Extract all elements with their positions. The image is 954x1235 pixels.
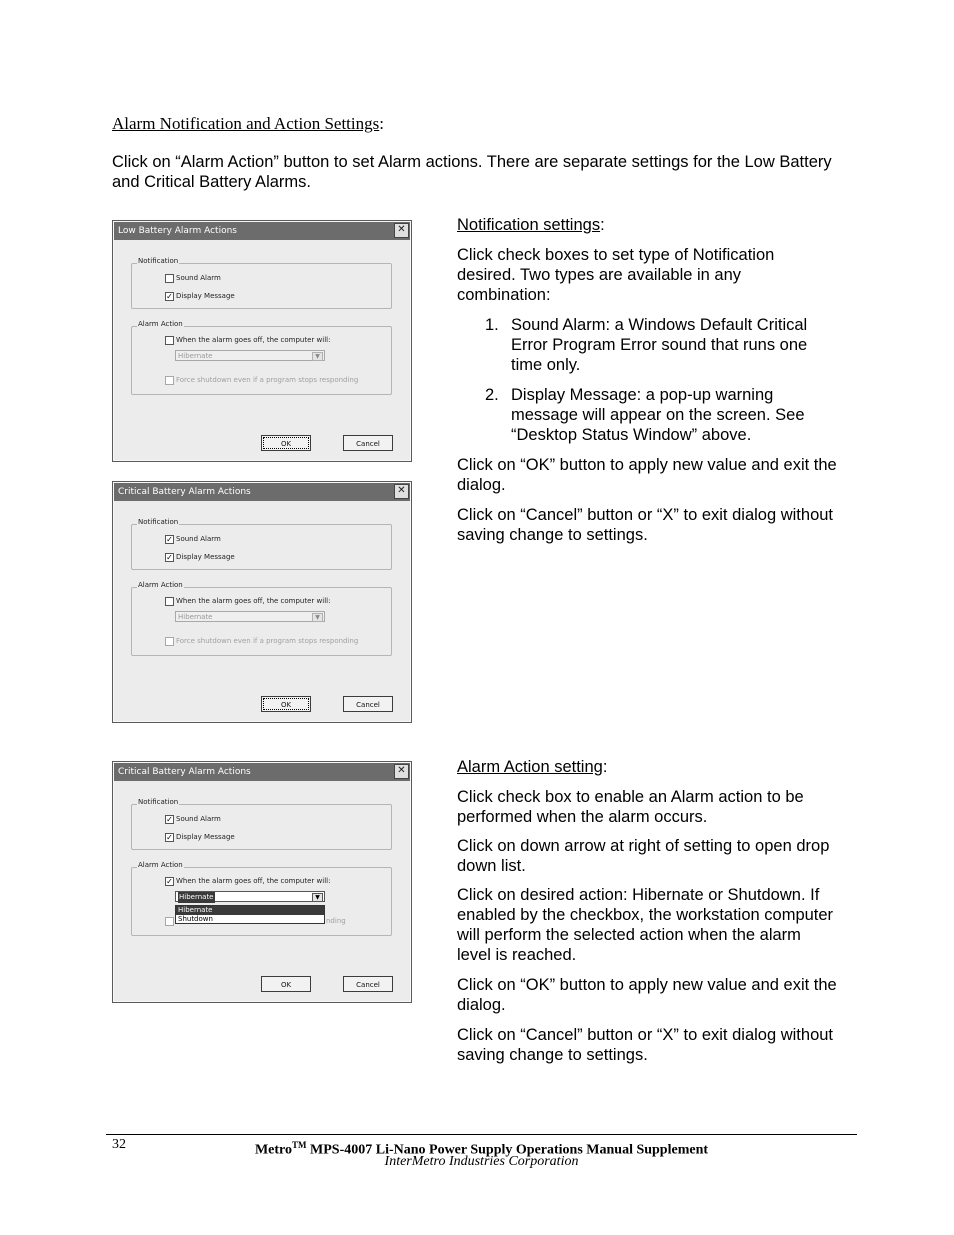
action-select[interactable]	[175, 350, 325, 361]
list-item-number: 1.	[485, 316, 499, 334]
action-dropdown-list	[175, 905, 325, 924]
when-alarm-label: When the alarm goes off, the computer will:	[176, 336, 331, 344]
when-alarm-checkbox[interactable]: ✓	[166, 877, 173, 886]
list-item	[457, 315, 837, 375]
action-select-value: Hibernate	[178, 352, 213, 360]
list-item-text: Display Message: a pop-up warning message will appear on the screen. See “Desktop Status Window” above.	[511, 386, 805, 444]
alarm-action-heading-suffix: :	[602, 758, 608, 776]
cancel-button[interactable]: Cancel	[343, 696, 393, 712]
list-item-text: Sound Alarm: a Windows Default Critical Error Program Error sound that runs one time only.	[511, 316, 808, 374]
footer-title-rest: MPS-4007 Li-Nano Power Supply Operations Manual Supplement	[306, 1142, 709, 1158]
display-message-label: Display Message	[176, 292, 235, 300]
sound-alarm-checkbox[interactable]: ✓	[166, 815, 173, 824]
dialog-title: Critical Battery Alarm Actions	[114, 483, 410, 501]
alarm-action-para1: Click check box to enable an Alarm action to be performed when the alarm occurs.	[457, 788, 804, 826]
notification-heading-suffix: :	[600, 216, 605, 234]
chevron-down-icon[interactable]: ▼	[312, 613, 323, 622]
alarm-action-para3: Click on desired action: Hibernate or Shutdown. If enabled by the checkbox, the workstation computer will perform the selected action when the alarm level is reached.	[457, 886, 834, 964]
intro-paragraph: Click on “Alarm Action” button to set Alarm actions. There are separate settings for the Low Battery and Critical Battery Alarms.	[112, 153, 832, 191]
when-alarm-label: When the alarm goes off, the computer will:	[176, 877, 331, 885]
alarm-action-text	[457, 757, 837, 1065]
ok-button[interactable]: OK	[261, 435, 311, 451]
notification-settings-text	[457, 215, 837, 545]
when-alarm-checkbox[interactable]	[165, 597, 174, 606]
chevron-down-icon[interactable]: ▼	[312, 893, 323, 902]
notification-heading-text: Notification settings	[457, 216, 601, 234]
notification-group	[131, 257, 392, 309]
dropdown-option-shutdown[interactable]: Shutdown	[178, 915, 213, 923]
low-battery-dialog	[112, 220, 412, 462]
ok-button[interactable]: OK	[261, 976, 311, 992]
footer-company: InterMetro Industries Corporation	[384, 1154, 579, 1169]
sound-alarm-label: Sound Alarm	[176, 815, 221, 823]
notification-cancel-para: Click on “Cancel” button or “X” to exit dialog without saving change to settings.	[457, 506, 834, 544]
action-select-value: Hibernate	[178, 613, 213, 621]
alarm-action-ok-para: Click on “OK” button to apply new value and exit the dialog.	[457, 976, 837, 1014]
section-title-text: Alarm Notification and Action Settings	[112, 114, 380, 133]
force-shutdown-label: Force shutdown even if a program stops responding	[176, 376, 359, 384]
footer-tm: TM	[292, 1140, 307, 1150]
force-shutdown-label-partial: nding	[326, 917, 346, 925]
alarm-action-legend: Alarm Action	[138, 581, 183, 589]
dialog-title: Critical Battery Alarm Actions	[114, 763, 410, 781]
sound-alarm-checkbox[interactable]: ✓	[166, 535, 173, 544]
alarm-action-cancel-para: Click on “Cancel” button or “X” to exit dialog without saving change to settings.	[457, 1026, 834, 1064]
critical-battery-dialog-dropdown	[112, 761, 412, 1003]
notification-legend: Notification	[138, 518, 179, 526]
critical-battery-dialog	[112, 481, 412, 723]
close-icon[interactable]: ✕	[394, 223, 409, 238]
force-shutdown-label: Force shutdown even if a program stops responding	[176, 637, 359, 645]
section-title	[112, 114, 384, 134]
alarm-action-para2: Click on down arrow at right of setting to open drop down list.	[457, 837, 830, 875]
alarm-action-heading-text: Alarm Action setting	[457, 758, 603, 776]
display-message-checkbox[interactable]: ✓	[166, 292, 173, 301]
notification-legend: Notification	[138, 257, 179, 265]
display-message-label: Display Message	[176, 553, 235, 561]
alarm-action-group	[131, 861, 392, 936]
force-shutdown-checkbox[interactable]	[165, 637, 174, 646]
when-alarm-checkbox[interactable]	[165, 336, 174, 345]
display-message-label: Display Message	[176, 833, 235, 841]
cancel-button[interactable]: Cancel	[343, 435, 393, 451]
force-shutdown-checkbox[interactable]	[165, 917, 174, 926]
list-item	[457, 385, 837, 445]
notification-para: Click check boxes to set type of Notification desired. Two types are available in any combination:	[457, 246, 775, 304]
close-icon[interactable]: ✕	[394, 484, 409, 499]
notification-heading	[457, 215, 837, 235]
action-select[interactable]	[175, 891, 325, 902]
action-select[interactable]	[175, 611, 325, 622]
page-number: 32	[112, 1137, 126, 1152]
sound-alarm-checkbox[interactable]	[165, 274, 174, 283]
sound-alarm-label: Sound Alarm	[176, 535, 221, 543]
notification-group	[131, 798, 392, 850]
notification-group	[131, 518, 392, 570]
display-message-checkbox[interactable]: ✓	[166, 553, 173, 562]
display-message-checkbox[interactable]: ✓	[166, 833, 173, 842]
action-select-value: Hibernate	[179, 893, 214, 901]
cancel-button[interactable]: Cancel	[343, 976, 393, 992]
alarm-action-group	[131, 320, 392, 395]
alarm-action-heading	[457, 757, 837, 777]
chevron-down-icon[interactable]: ▼	[312, 352, 323, 361]
notification-legend: Notification	[138, 798, 179, 806]
force-shutdown-checkbox[interactable]	[165, 376, 174, 385]
ok-button[interactable]: OK	[261, 696, 311, 712]
dialog-title: Low Battery Alarm Actions	[114, 222, 410, 240]
alarm-action-legend: Alarm Action	[138, 320, 183, 328]
close-icon[interactable]: ✕	[394, 764, 409, 779]
dropdown-option-hibernate[interactable]: Hibernate	[176, 906, 324, 915]
alarm-action-legend: Alarm Action	[138, 861, 183, 869]
alarm-action-group	[131, 581, 392, 656]
when-alarm-label: When the alarm goes off, the computer will:	[176, 597, 331, 605]
sound-alarm-label: Sound Alarm	[176, 274, 221, 282]
notification-list	[457, 315, 837, 445]
notification-ok-para: Click on “OK” button to apply new value and exit the dialog.	[457, 456, 837, 494]
list-item-number: 2.	[485, 386, 499, 404]
footer-brand: Metro	[254, 1142, 293, 1158]
section-title-suffix: :	[379, 114, 384, 133]
